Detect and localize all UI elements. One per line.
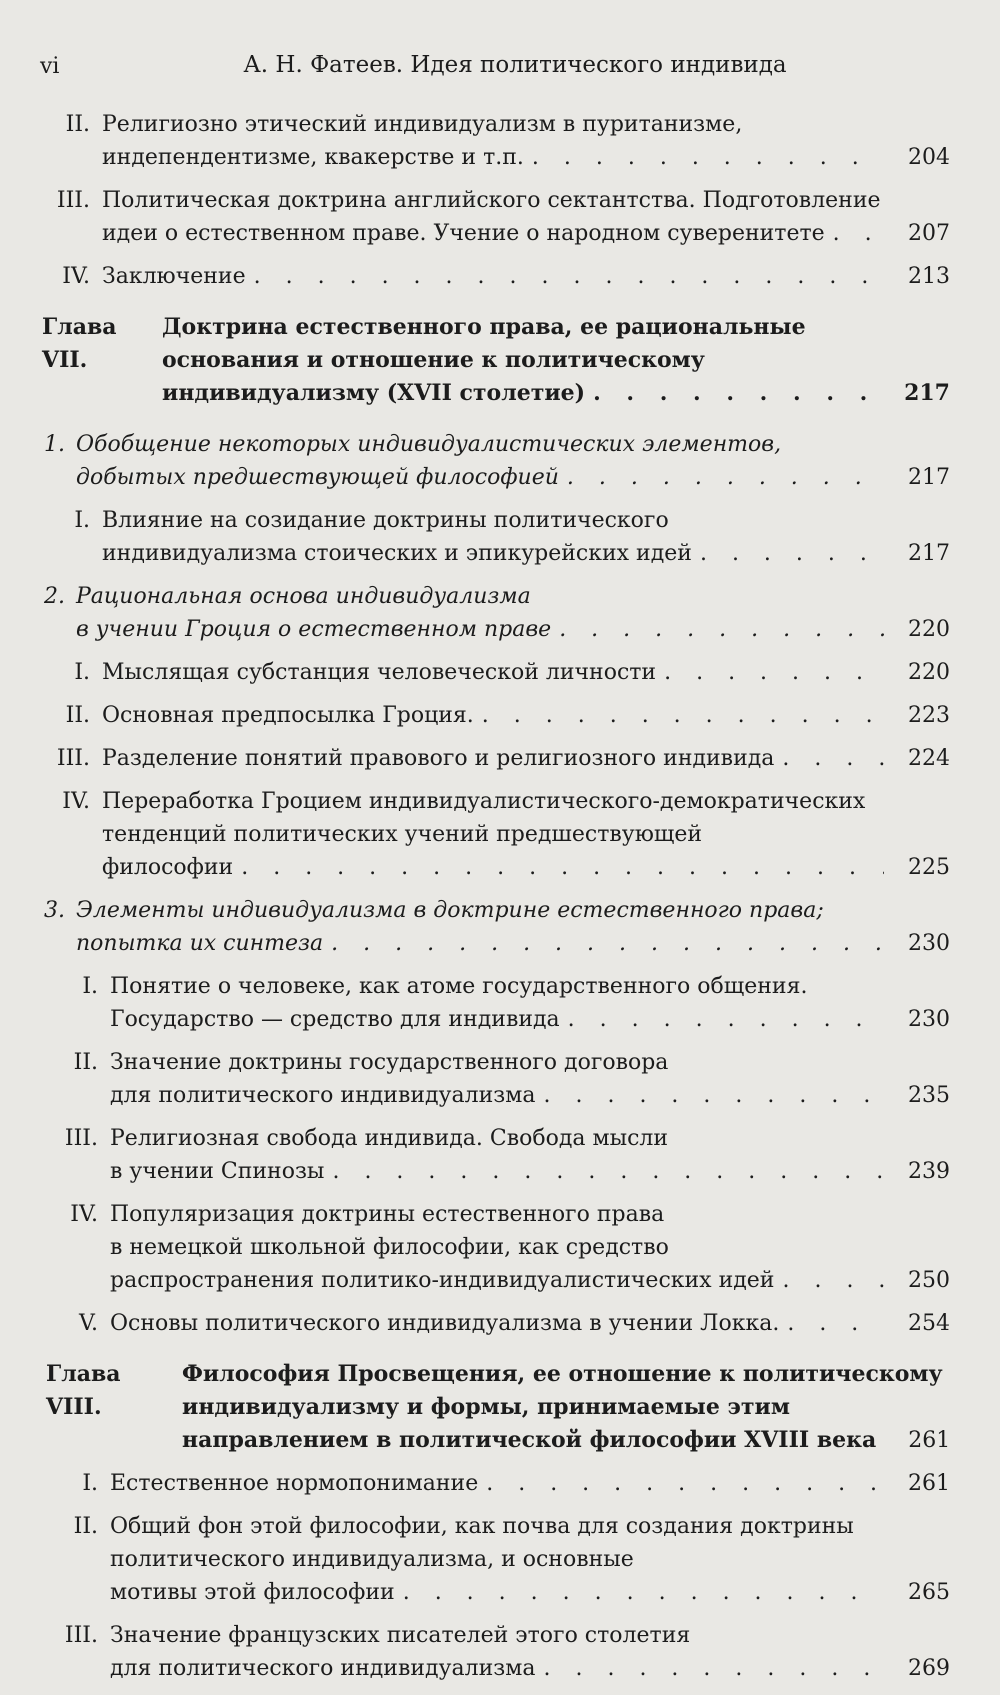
entry-title-line: Мыслящая субстанция человеческой личности: [102, 660, 657, 685]
entry-page: 217: [908, 541, 950, 566]
entry-number: II.: [65, 703, 90, 728]
toc-entry[interactable]: [0, 184, 1000, 250]
toc-entry[interactable]: [0, 260, 1000, 293]
entry-title-line: Естественное нормопонимание: [110, 1471, 479, 1496]
page-header: [0, 48, 1000, 88]
entry-number: I.: [74, 660, 90, 685]
dot-leader: [254, 260, 884, 293]
toc-entry[interactable]: [0, 504, 1000, 570]
entry-page: 213: [908, 264, 950, 289]
entry-title-line: для политического индивидуализма: [110, 1083, 536, 1108]
entry-title-line: Государство — средство для индивида: [110, 1007, 560, 1032]
toc-entry[interactable]: [0, 894, 1000, 960]
entry-title-line: Элементы индивидуализма в доктрине естественного права;: [76, 898, 824, 923]
entry-title-line: Понятие о человеке, как атоме государственного общения.: [110, 974, 808, 999]
dot-leader: [543, 1079, 884, 1112]
entry-title-line: Значение французских писателей этого столетия: [110, 1623, 691, 1648]
entry-number: III.: [56, 188, 90, 213]
entry-title-line: добытых предшествующей философией: [76, 465, 559, 490]
dot-leader: [559, 613, 884, 646]
dot-leader: [482, 699, 884, 732]
entry-number: IV.: [62, 264, 90, 289]
entry-page: 220: [908, 660, 950, 685]
entry-title-line: основания и отношение к политическому: [162, 347, 705, 373]
entry-title-line: в учении Гроция о естественном праве: [76, 617, 552, 642]
entry-title-line: мотивы этой философии: [110, 1580, 395, 1605]
entry-number: 2.: [44, 584, 65, 609]
entry-number: Глава VIII.: [46, 1361, 121, 1420]
entry-number: I.: [82, 1471, 98, 1496]
dot-leader: [782, 742, 884, 775]
toc-entry[interactable]: [0, 108, 1000, 174]
page-number: vi: [40, 54, 60, 79]
entry-number: Глава VII.: [42, 314, 117, 373]
entry-title-line: Политическая доктрина английского сектантства. Подготовление: [102, 188, 881, 213]
entry-title-line: Общий фон этой философии, как почва для создания доктрины: [110, 1514, 854, 1539]
dot-leader: [567, 461, 884, 494]
dot-leader: [782, 1264, 884, 1297]
dot-leader: [331, 927, 884, 960]
entry-number: V.: [78, 1311, 98, 1336]
entry-page: 261: [908, 1471, 950, 1496]
entry-number: III.: [56, 746, 90, 771]
entry-number: IV.: [70, 1202, 98, 1227]
entry-page: 207: [908, 221, 950, 246]
toc-entry[interactable]: [0, 1619, 1000, 1685]
entry-title-line: Заключение: [102, 264, 246, 289]
entry-number: III.: [64, 1623, 98, 1648]
entry-title-line: в немецкой школьной философии, как средство: [110, 1235, 669, 1260]
table-of-contents: [0, 108, 1000, 1695]
entry-number: I.: [74, 508, 90, 533]
entry-page: 224: [908, 746, 950, 771]
entry-title-line: направлением в политической философии XVIII века: [182, 1427, 877, 1453]
entry-page: 269: [908, 1656, 950, 1681]
entry-number: 1.: [44, 432, 65, 457]
entry-page: 217: [908, 465, 950, 490]
entry-number: IV.: [62, 789, 90, 814]
entry-title-line: Доктрина естественного права, ее рациональные: [162, 314, 806, 340]
entry-title-line: политического индивидуализма, и основные: [110, 1547, 634, 1572]
entry-number: I.: [82, 974, 98, 999]
entry-page: 230: [908, 1007, 950, 1032]
toc-entry[interactable]: [0, 699, 1000, 732]
entry-page: 225: [908, 855, 950, 880]
entry-page: 239: [908, 1159, 950, 1184]
dot-leader: [787, 1307, 884, 1340]
entry-title-line: в учении Спинозы: [110, 1159, 325, 1184]
entry-number: III.: [64, 1126, 98, 1151]
entry-title-line: распространения политико-индивидуалистических идей: [110, 1268, 775, 1293]
toc-entry[interactable]: [0, 428, 1000, 494]
entry-title-line: индивидуализма стоических и эпикурейских идей: [102, 541, 692, 566]
entry-page: 261: [908, 1428, 951, 1453]
dot-leader: [486, 1467, 884, 1500]
entry-page: 223: [908, 703, 950, 728]
toc-entry[interactable]: [0, 580, 1000, 646]
entry-title-line: Разделение понятий правового и религиозного индивида: [102, 746, 775, 771]
entry-title-line: философии: [102, 855, 234, 880]
dot-leader: [332, 1155, 884, 1188]
entry-title-line: Основная предпосылка Гроция.: [102, 703, 474, 728]
entry-title-line: Религиозно этический индивидуализм в пуританизме,: [102, 112, 743, 137]
toc-entry[interactable]: [0, 1122, 1000, 1188]
entry-title-line: Влияние на созидание доктрины политического: [102, 508, 669, 533]
toc-entry[interactable]: [0, 1358, 1000, 1457]
toc-entry[interactable]: [0, 1510, 1000, 1609]
toc-entry[interactable]: [0, 1307, 1000, 1340]
toc-entry[interactable]: [0, 785, 1000, 884]
toc-entry[interactable]: [0, 742, 1000, 775]
entry-title-line: Обобщение некоторых индивидуалистических элементов,: [76, 432, 782, 457]
entry-title-line: индивидуализму и формы, принимаемые этим: [182, 1394, 790, 1420]
entry-page: 217: [904, 380, 950, 406]
entry-number: II.: [73, 1050, 98, 1075]
entry-title-line: индивидуализму (XVII столетие): [162, 380, 586, 406]
entry-page: 250: [908, 1268, 950, 1293]
entry-title-line: тенденций политических учений предшествующей: [102, 822, 703, 847]
entry-number: II.: [73, 1514, 98, 1539]
entry-title-line: Рациональная основа индивидуализма: [76, 584, 531, 609]
dot-leader: [543, 1652, 884, 1685]
entry-title-line: индепендентизме, квакерстве и т.п.: [102, 145, 524, 170]
toc-entry[interactable]: [0, 1467, 1000, 1500]
entry-title-line: Основы политического индивидуализма в учении Локка.: [110, 1311, 780, 1336]
dot-leader: [700, 537, 884, 570]
entry-number: 3.: [44, 898, 65, 923]
entry-page: 235: [908, 1083, 950, 1108]
entry-page: 220: [908, 617, 950, 642]
entry-title-line: попытка их синтеза: [76, 931, 324, 956]
toc-entry[interactable]: [0, 970, 1000, 1036]
entry-title-line: Религиозная свобода индивида. Свобода мысли: [110, 1126, 669, 1151]
dot-leader: [568, 1003, 884, 1036]
dot-leader: [403, 1576, 884, 1609]
entry-number: II.: [65, 112, 90, 137]
toc-entry[interactable]: [0, 656, 1000, 689]
entry-title-line: идеи о естественном праве. Учение о народном суверенитете: [102, 221, 825, 246]
entry-title-line: Популяризация доктрины естественного права: [110, 1202, 665, 1227]
dot-leader: [241, 851, 884, 884]
toc-entry[interactable]: [0, 1046, 1000, 1112]
entry-title-line: Философия Просвещения, ее отношение к политическому: [182, 1361, 943, 1387]
dot-leader: [664, 656, 884, 689]
entry-page: 254: [908, 1311, 950, 1336]
entry-page: 230: [908, 931, 950, 956]
entry-title-line: Переработка Гроцием индивидуалистического-демократических: [102, 789, 866, 814]
entry-page: 265: [908, 1580, 950, 1605]
dot-leader: [593, 377, 884, 410]
entry-page: 204: [908, 145, 950, 170]
toc-entry[interactable]: [0, 1198, 1000, 1297]
toc-entry[interactable]: [0, 311, 1000, 410]
dot-leader: [833, 217, 884, 250]
dot-leader: [532, 141, 884, 174]
entry-title-line: для политического индивидуализма: [110, 1656, 536, 1681]
running-title: А. Н. Фатеев. Идея политического индивида: [243, 52, 787, 78]
entry-title-line: Значение доктрины государственного договора: [110, 1050, 669, 1075]
